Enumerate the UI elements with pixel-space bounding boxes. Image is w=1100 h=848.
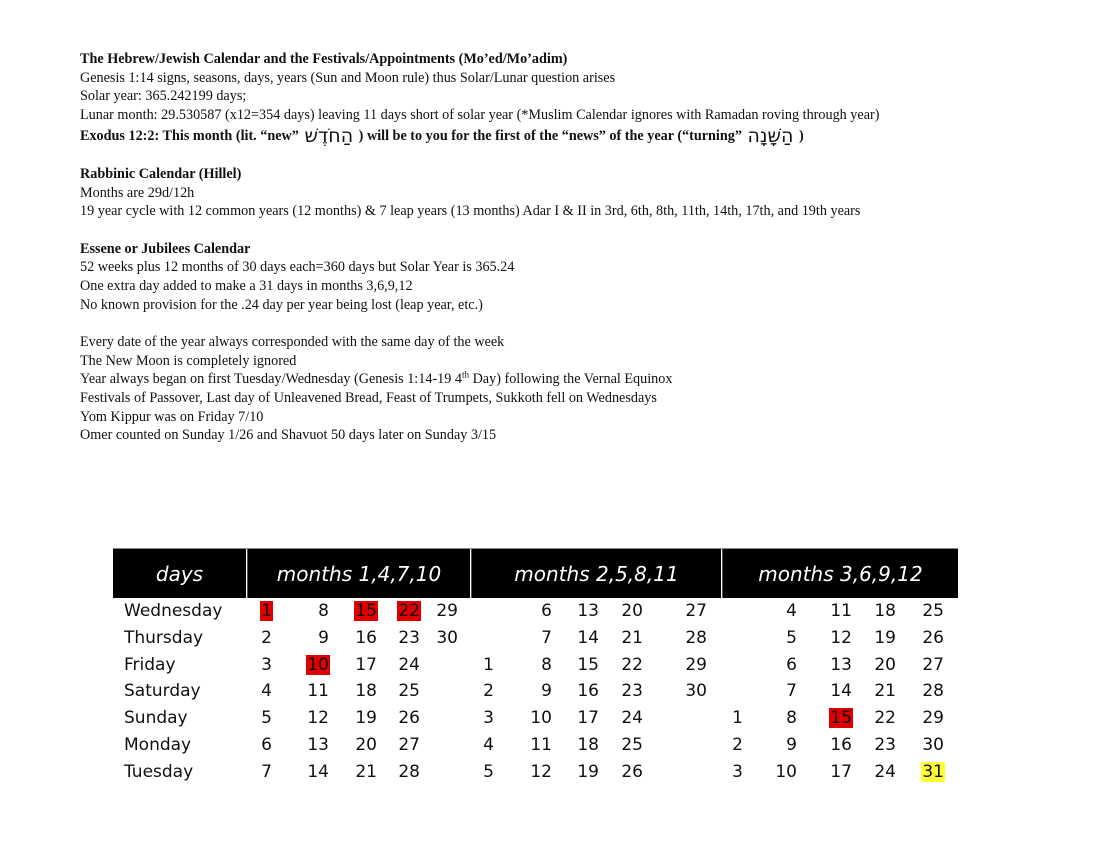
date-number: 8	[318, 601, 329, 621]
date-number: 14	[830, 681, 852, 702]
date-cell	[397, 600, 421, 623]
date-number-highlight-red: 22	[398, 601, 420, 621]
date-cell	[354, 654, 378, 677]
date-number: 27	[685, 601, 707, 621]
date-cell	[482, 680, 495, 703]
document-body	[80, 50, 1080, 445]
date-cell	[260, 654, 273, 677]
date-cell	[482, 654, 495, 677]
date-number-highlight-yellow: 31	[922, 761, 944, 782]
essene-line: 52 weeks plus 12 months of 30 days each=360 days but Solar Year is 365.24	[80, 259, 515, 276]
date-number: 21	[621, 627, 643, 648]
fact-text: Year always began on first Tuesday/Wednesday (Genesis 1:14-19 4	[80, 371, 462, 388]
date-number: 15	[577, 654, 599, 675]
date-cell	[829, 734, 853, 757]
ordinal-suffix: th	[462, 369, 470, 380]
date-number: 23	[398, 627, 420, 648]
day-name: Friday	[124, 654, 176, 675]
date-cell	[576, 761, 600, 784]
date-number-highlight-red: 15	[355, 601, 377, 621]
date-cell	[397, 707, 421, 730]
calendar-row	[113, 598, 958, 625]
date-number: 29	[436, 601, 458, 621]
date-number: 28	[398, 761, 420, 782]
date-number: 2	[483, 681, 494, 702]
date-number: 12	[530, 761, 552, 782]
date-cell	[306, 761, 330, 784]
date-number: 3	[261, 654, 272, 675]
hebrew-word-chodesh: הַחֹדֶשׁ	[304, 125, 354, 148]
essene-line: No known provision for the .24 day per year being lost (leap year, etc.)	[80, 296, 483, 313]
date-number: 3	[483, 708, 494, 729]
date-number: 5	[261, 708, 272, 729]
date-number: 10	[775, 761, 797, 782]
date-cell	[540, 627, 553, 650]
date-number: 7	[786, 681, 797, 702]
date-number: 17	[355, 654, 377, 675]
date-cell	[873, 654, 897, 677]
calendar-row	[113, 625, 958, 652]
date-number: 19	[355, 708, 377, 729]
date-number: 19	[874, 627, 896, 648]
date-cell	[829, 680, 853, 703]
date-number: 9	[318, 627, 329, 648]
date-cell	[873, 761, 897, 784]
date-number: 20	[874, 654, 896, 675]
date-cell	[873, 707, 897, 730]
date-number: 6	[786, 654, 797, 675]
day-name: Wednesday	[124, 601, 223, 621]
date-cell	[397, 627, 421, 650]
rabbinic-line: Months are 29d/12h	[80, 184, 195, 201]
header-months-3-6-9-12: months 3,6,9,12	[722, 549, 958, 598]
date-cell	[873, 600, 897, 623]
date-cell	[576, 707, 600, 730]
date-number: 6	[261, 735, 272, 755]
date-cell	[829, 654, 853, 677]
date-number: 12	[830, 627, 852, 648]
date-number-highlight-red: 1	[261, 601, 272, 621]
date-number: 13	[307, 735, 329, 755]
date-cell	[873, 734, 897, 757]
header-months-1-4-7-10: months 1,4,7,10	[247, 549, 470, 598]
date-number: 30	[922, 735, 944, 755]
date-cell	[620, 707, 644, 730]
date-cell	[354, 734, 378, 757]
date-cell	[829, 600, 853, 623]
date-cell	[397, 680, 421, 703]
date-number: 28	[922, 681, 944, 702]
date-number: 14	[577, 627, 599, 648]
date-cell	[731, 761, 744, 784]
date-cell	[785, 707, 798, 730]
date-cell	[397, 761, 421, 784]
date-number: 4	[261, 681, 272, 702]
date-cell	[921, 707, 945, 730]
date-number: 24	[398, 654, 420, 675]
date-number-highlight-red: 10	[307, 654, 329, 675]
essene-heading: Essene or Jubilees Calendar	[80, 240, 251, 257]
date-cell	[684, 627, 708, 650]
date-number: 9	[541, 681, 552, 702]
date-cell	[684, 600, 708, 623]
fact-text: Day) following the Vernal Equinox	[469, 371, 673, 388]
date-number: 16	[577, 681, 599, 702]
date-cell	[620, 654, 644, 677]
date-number: 26	[621, 761, 643, 782]
date-number: 25	[398, 681, 420, 702]
date-number: 4	[483, 735, 494, 755]
day-name: Tuesday	[124, 761, 194, 782]
date-cell	[540, 600, 553, 623]
date-cell	[354, 627, 378, 650]
date-cell	[354, 761, 378, 784]
date-cell	[576, 680, 600, 703]
date-cell	[785, 600, 798, 623]
date-cell	[785, 680, 798, 703]
date-cell	[921, 734, 945, 757]
date-cell	[921, 654, 945, 677]
date-number: 10	[530, 708, 552, 729]
date-cell	[873, 627, 897, 650]
calendar-row	[113, 705, 958, 732]
rabbinic-line: 19 year cycle with 12 common years (12 months) & 7 leap years (13 months) Adar I & II in 3rd, 6th, 8th, 11th, 14th, 17th, and 19th years	[80, 203, 861, 220]
date-number: 23	[874, 735, 896, 755]
date-number: 12	[307, 708, 329, 729]
calendar-row	[113, 678, 958, 705]
day-name: Sunday	[124, 708, 188, 729]
date-number: 27	[922, 654, 944, 675]
date-number: 20	[355, 735, 377, 755]
date-number: 21	[355, 761, 377, 782]
date-cell	[576, 654, 600, 677]
fact-line: Festivals of Passover, Last day of Unleavened Bread, Feast of Trumpets, Sukkoth fell on Wednesdays	[80, 389, 657, 406]
date-number: 24	[621, 708, 643, 729]
date-cell	[684, 654, 708, 677]
date-cell	[354, 707, 378, 730]
fact-line	[80, 370, 1080, 389]
date-cell	[306, 707, 330, 730]
date-number: 17	[830, 761, 852, 782]
date-number: 5	[786, 627, 797, 648]
date-cell	[260, 761, 273, 784]
essene-line: One extra day added to make a 31 days in months 3,6,9,12	[80, 277, 413, 294]
date-cell	[774, 761, 798, 784]
date-cell	[684, 680, 708, 703]
date-cell	[921, 627, 945, 650]
date-number: 2	[732, 735, 743, 755]
date-cell	[829, 627, 853, 650]
date-cell	[576, 734, 600, 757]
date-number: 25	[621, 735, 643, 755]
date-number: 13	[830, 654, 852, 675]
date-cell	[435, 600, 459, 623]
date-cell	[731, 707, 744, 730]
exodus-text-2: ) will be to you for the first of the “news” of the year (“turning”	[358, 128, 742, 145]
date-number: 11	[530, 735, 552, 755]
date-number: 4	[786, 601, 797, 621]
date-number: 22	[874, 708, 896, 729]
date-number: 16	[830, 735, 852, 755]
date-cell	[731, 734, 744, 757]
date-number: 28	[685, 627, 707, 648]
intro-line: Lunar month: 29.530587 (x12=354 days) leaving 11 days short of solar year (*Muslim Calendar ignores with Ramadan roving through year)	[80, 106, 880, 123]
date-cell	[354, 680, 378, 703]
date-cell	[529, 707, 553, 730]
day-name: Monday	[124, 735, 192, 755]
day-name: Saturday	[124, 681, 201, 702]
date-number: 13	[577, 601, 599, 621]
date-number: 11	[830, 601, 852, 621]
date-number: 30	[436, 627, 458, 648]
date-number: 9	[786, 735, 797, 755]
header-days: days	[113, 549, 246, 598]
date-cell	[435, 627, 459, 650]
date-number: 22	[621, 654, 643, 675]
date-cell	[620, 600, 644, 623]
date-cell	[482, 707, 495, 730]
date-cell	[921, 680, 945, 703]
date-cell	[529, 761, 553, 784]
date-cell	[306, 680, 330, 703]
date-cell	[921, 600, 945, 623]
date-number: 23	[621, 681, 643, 702]
date-number: 6	[541, 601, 552, 621]
date-number: 19	[577, 761, 599, 782]
date-number: 17	[577, 708, 599, 729]
date-cell	[397, 734, 421, 757]
date-cell	[354, 600, 378, 623]
date-cell	[576, 627, 600, 650]
date-cell	[873, 680, 897, 703]
fact-line: Omer counted on Sunday 1/26 and Shavuot 50 days later on Sunday 3/15	[80, 427, 497, 444]
date-number: 2	[261, 627, 272, 648]
fact-line: The New Moon is completely ignored	[80, 352, 297, 369]
date-number: 7	[261, 761, 272, 782]
rabbinic-heading: Rabbinic Calendar (Hillel)	[80, 165, 242, 182]
date-number-highlight-red: 15	[830, 708, 852, 729]
date-cell	[620, 734, 644, 757]
date-cell	[620, 680, 644, 703]
date-cell	[829, 707, 853, 730]
date-cell	[306, 734, 330, 757]
date-number: 8	[786, 708, 797, 729]
intro-line: Solar year: 365.242199 days;	[80, 88, 247, 105]
calendar-row	[113, 759, 958, 786]
date-cell	[397, 654, 421, 677]
date-cell	[260, 734, 273, 757]
date-cell	[529, 734, 553, 757]
date-number: 18	[874, 601, 896, 621]
header-months-2-5-8-11: months 2,5,8,11	[471, 549, 721, 598]
date-number: 5	[483, 761, 494, 782]
date-number: 1	[483, 654, 494, 675]
exodus-text-3: )	[798, 128, 804, 145]
date-cell	[317, 600, 330, 623]
date-cell	[785, 734, 798, 757]
date-cell	[540, 654, 553, 677]
date-number: 16	[355, 627, 377, 648]
date-cell	[785, 627, 798, 650]
date-cell	[482, 734, 495, 757]
exodus-text-1: Exodus 12:2: This month (lit. “new”	[80, 128, 299, 145]
date-number: 14	[307, 761, 329, 782]
date-number: 24	[874, 761, 896, 782]
date-cell	[620, 761, 644, 784]
date-cell	[785, 654, 798, 677]
date-cell	[482, 761, 495, 784]
date-cell	[576, 600, 600, 623]
date-number: 27	[398, 735, 420, 755]
date-number: 25	[922, 601, 944, 621]
intro-line: Genesis 1:14 signs, seasons, days, years (Sun and Moon rule) thus Solar/Lunar question arises	[80, 69, 616, 86]
date-cell	[260, 600, 273, 623]
date-cell	[620, 627, 644, 650]
document-title: The Hebrew/Jewish Calendar and the Festivals/Appointments (Mo’ed/Mo’adim)	[80, 51, 568, 67]
date-number: 29	[922, 708, 944, 729]
exodus-line	[80, 127, 1080, 146]
day-name: Thursday	[124, 627, 204, 648]
date-number: 18	[355, 681, 377, 702]
date-cell	[317, 627, 330, 650]
date-cell	[921, 761, 945, 784]
date-cell	[829, 761, 853, 784]
hebrew-word-hashanah: הַשָּׁנָה	[747, 125, 794, 148]
date-number: 20	[621, 601, 643, 621]
date-number: 29	[685, 654, 707, 675]
calendar-row	[113, 652, 958, 679]
date-number: 8	[541, 654, 552, 675]
date-number: 3	[732, 761, 743, 782]
date-number: 26	[398, 708, 420, 729]
date-cell	[260, 707, 273, 730]
date-number: 7	[541, 627, 552, 648]
calendar-row	[113, 732, 958, 759]
date-cell	[540, 680, 553, 703]
fact-line: Every date of the year always corresponded with the same day of the week	[80, 334, 505, 351]
date-number: 26	[922, 627, 944, 648]
date-cell	[260, 627, 273, 650]
date-number: 11	[307, 681, 329, 702]
date-cell	[306, 654, 330, 677]
date-cell	[260, 680, 273, 703]
date-number: 21	[874, 681, 896, 702]
date-number: 1	[732, 708, 743, 729]
date-number: 18	[577, 735, 599, 755]
date-number: 30	[685, 681, 707, 702]
fact-line: Yom Kippur was on Friday 7/10	[80, 408, 264, 425]
